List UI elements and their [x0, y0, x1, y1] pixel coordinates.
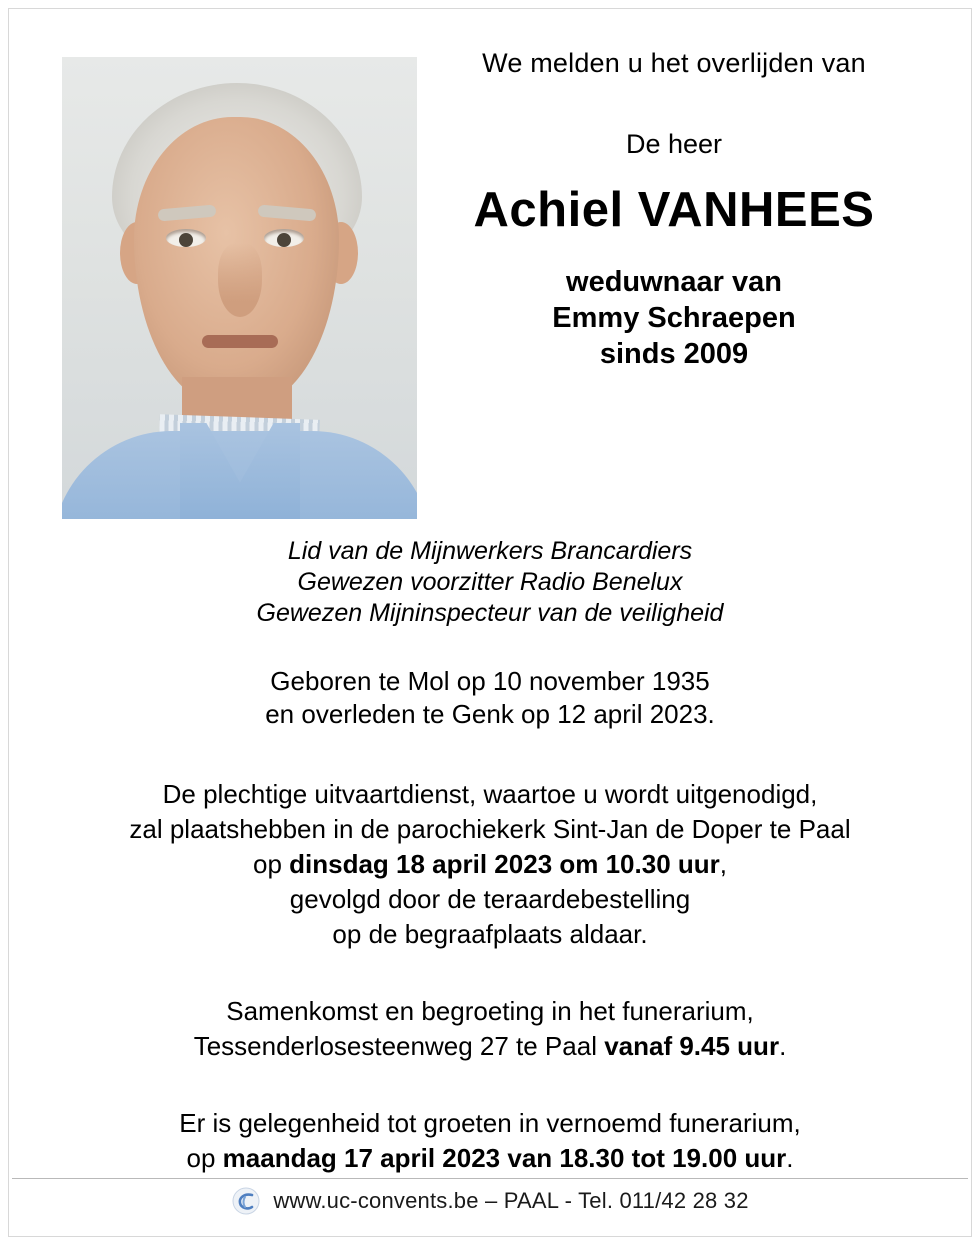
role-item: Lid van de Mijnwerkers Brancardiers [287, 537, 693, 565]
birth-death-block [30, 665, 950, 731]
gathering-line-2 [30, 1029, 950, 1064]
photo-nose [218, 243, 262, 317]
portrait-photo [62, 57, 417, 519]
spouse-line-1: weduwnaar van [566, 266, 782, 298]
footer-contact-text: www.uc-convents.be – PAAL - Tel. 011/42 28 32 [273, 1188, 749, 1213]
visiting-line-2-prefix: op [186, 1143, 223, 1173]
visiting-datetime: maandag 17 april 2023 van 18.30 tot 19.00 uur [222, 1143, 787, 1173]
service-line-2: zal plaatshebben in de parochiekerk Sint-Jan de Doper te Paal [129, 814, 851, 844]
service-datetime: dinsdag 18 april 2023 om 10.30 uur [289, 849, 720, 879]
role-item: Gewezen voorzitter Radio Benelux [297, 568, 683, 596]
deceased-name: Achiel VANHEES [473, 183, 875, 237]
spouse-line-3: sinds 2009 [599, 338, 749, 370]
photo-pupil-right [277, 233, 291, 247]
footer-divider [12, 1178, 968, 1179]
service-line-3-prefix: op [252, 849, 290, 879]
death-line: en overleden te Genk op 12 april 2023. [265, 699, 715, 729]
service-line-3-suffix: , [719, 849, 727, 879]
birth-line: Geboren te Mol op 10 november 1935 [270, 666, 710, 696]
visiting-block [30, 1106, 950, 1176]
body-block [30, 536, 950, 1176]
photo-eye-right [264, 229, 304, 247]
roles-list [30, 536, 950, 629]
photo-mouth [202, 335, 278, 348]
service-line-3 [30, 847, 950, 882]
uc-logo-icon [231, 1186, 261, 1216]
gathering-time: vanaf 9.45 uur [604, 1031, 780, 1061]
photo-eye-left [166, 229, 206, 247]
gathering-line-1: Samenkomst en begroeting in het funerarium, [226, 996, 754, 1026]
visiting-line-2 [30, 1141, 950, 1176]
gathering-line-2-suffix: . [779, 1031, 787, 1061]
photo-pupil-left [179, 233, 193, 247]
role-item: Gewezen Mijninspecteur van de veiligheid [256, 599, 724, 627]
gathering-address: Tessenderlosesteenweg 27 te Paal [193, 1031, 605, 1061]
spouse-block [430, 264, 918, 372]
spouse-line-2: Emmy Schraepen [552, 302, 796, 334]
announcement-line: We melden u het overlijden van [482, 48, 866, 78]
visiting-line-1: Er is gelegenheid tot groeten in vernoemd funerarium, [179, 1108, 801, 1138]
service-line-4: gevolgd door de teraardebestelling [289, 884, 691, 914]
service-line-1: De plechtige uitvaartdienst, waartoe u wordt uitgenodigd, [162, 779, 818, 809]
service-block [30, 777, 950, 952]
service-line-5: op de begraafplaats aldaar. [332, 919, 648, 949]
header-block [430, 46, 918, 372]
visiting-line-2-suffix: . [786, 1143, 794, 1173]
honorific-line: De heer [625, 129, 723, 159]
gathering-block [30, 994, 950, 1064]
footer [0, 1186, 980, 1216]
